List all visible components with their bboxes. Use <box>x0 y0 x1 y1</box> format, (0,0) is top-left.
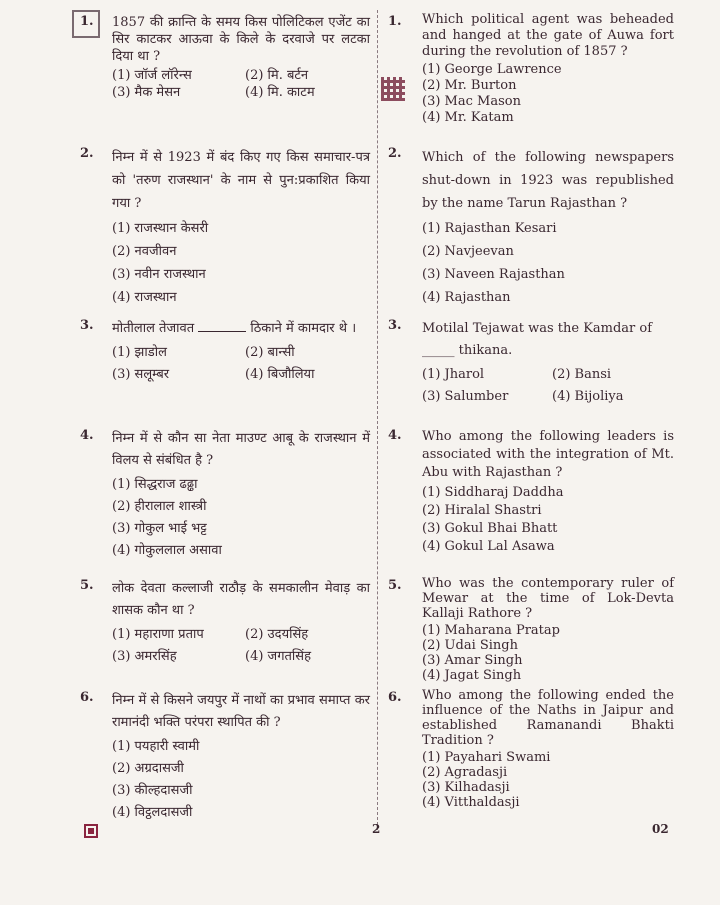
question-1-stem-hi: 1857 की क्रान्ति के समय किस पोलिटिकल एजेंट का सिर काटकर आऊवा के किले के दरवाजे पर लटका दिया था ? <box>112 15 370 64</box>
question-5-number-hi: 5. <box>80 578 94 593</box>
paper-code: 02 <box>652 822 669 836</box>
question-1-hindi <box>112 14 370 101</box>
option-2[interactable]: (2) मि. बर्टन <box>245 68 309 83</box>
option-2[interactable]: (2) अग्रदासजी <box>112 761 184 776</box>
question-6-number-en: 6. <box>388 690 402 705</box>
option-1[interactable]: (1) राजस्थान केसरी <box>112 221 209 236</box>
question-6-options-hi <box>112 736 370 824</box>
option-4[interactable]: (4) विट्ठलदासजी <box>112 805 193 820</box>
option-3[interactable]: (3) Gokul Bhai Bhatt <box>422 521 558 536</box>
question-6-stem-hi: निम्न में से किसने जयपुर में नाथों का प्रभाव समाप्त कर रामानंदी भक्ति परंपरा स्थापित की ? <box>112 693 370 730</box>
question-5-number-en: 5. <box>388 578 402 593</box>
option-1[interactable]: (1) Payahari Swami <box>422 750 551 765</box>
option-2[interactable]: (2) Mr. Burton <box>422 78 517 93</box>
qr-code-icon <box>381 77 405 101</box>
question-1-number-hi: 1. <box>80 14 94 29</box>
question-5-options-en <box>422 623 674 683</box>
question-4-number-en: 4. <box>388 428 402 443</box>
option-2[interactable]: (2) Udai Singh <box>422 638 518 653</box>
question-3-stem-en <box>422 318 674 362</box>
option-1[interactable]: (1) Rajasthan Kesari <box>422 221 557 236</box>
question-4-options-en <box>422 484 674 556</box>
question-2-options-en <box>422 217 674 309</box>
question-6-options-en <box>422 750 674 810</box>
option-1[interactable]: (1) झाडोल <box>112 345 167 360</box>
question-3-stem-en-part-b: _____ thikana. <box>422 343 513 358</box>
option-3[interactable]: (3) नवीन राजस्थान <box>112 267 206 282</box>
option-1[interactable]: (1) Siddharaj Daddha <box>422 485 564 500</box>
option-4[interactable]: (4) राजस्थान <box>112 290 177 305</box>
option-4[interactable]: (4) Gokul Lal Asawa <box>422 539 555 554</box>
question-1-options-hi <box>112 67 370 101</box>
page-number: 2 <box>372 822 381 836</box>
option-4[interactable]: (4) Bijoliya <box>552 389 624 404</box>
column-divider <box>377 10 378 830</box>
question-4-stem-hi: निम्न में से कौन सा नेता माउण्ट आबू के राजस्थान में विलय से संबंधित है ? <box>112 431 370 468</box>
option-4[interactable]: (4) जगतसिंह <box>245 649 311 664</box>
question-4-stem-en: Who among the following leaders is associated with the integration of Mt. Abu with Rajasthan ? <box>422 429 674 480</box>
question-3-options-hi <box>112 342 370 386</box>
question-3-hindi <box>112 318 370 386</box>
option-3[interactable]: (3) Kilhadasji <box>422 780 510 795</box>
option-4[interactable]: (4) Vitthaldasji <box>422 795 520 810</box>
option-3[interactable]: (3) मैक मेसन <box>112 85 181 100</box>
question-5-options-hi <box>112 624 370 668</box>
option-3[interactable]: (3) Mac Mason <box>422 94 521 109</box>
question-1-options-en <box>422 62 674 126</box>
option-2[interactable]: (2) बान्सी <box>245 345 295 360</box>
question-5-stem-en: Who was the contemporary ruler of Mewar at the time of Lok-Devta Kallaji Rathore ? <box>422 576 674 621</box>
option-1[interactable]: (1) George Lawrence <box>422 62 562 77</box>
option-1[interactable]: (1) Maharana Pratap <box>422 623 560 638</box>
question-3-stem-hi-part-b: ठिकाने में कामदार थे । <box>250 321 357 336</box>
blank-line <box>198 331 246 332</box>
option-4[interactable]: (4) गोकुललाल असावा <box>112 543 222 558</box>
option-3[interactable]: (3) कील्हदासजी <box>112 783 193 798</box>
question-1-number-en: 1. <box>388 14 402 29</box>
question-6-english <box>422 688 674 810</box>
question-5-stem-hi: लोक देवता कल्लाजी राठौड़ के समकालीन मेवाड़ का शासक कौन था ? <box>112 581 370 618</box>
question-5-english <box>422 576 674 683</box>
question-4-english <box>422 428 674 556</box>
option-2[interactable]: (2) Agradasji <box>422 765 508 780</box>
option-3[interactable]: (3) Salumber <box>422 389 509 404</box>
option-2[interactable]: (2) उदयसिंह <box>245 627 309 642</box>
question-3-number-en: 3. <box>388 318 402 333</box>
question-6-stem-en: Who among the following ended the influence of the Naths in Jaipur and established Ramanandi Bhakti Tradition ? <box>422 688 674 748</box>
question-3-options-en <box>422 364 674 408</box>
option-2[interactable]: (2) Navjeevan <box>422 244 514 259</box>
question-4-number-hi: 4. <box>80 428 94 443</box>
option-3[interactable]: (3) सलूम्बर <box>112 367 170 382</box>
question-1-stem-en: Which political agent was beheaded and hanged at the gate of Auwa fort during the revolution of 1857 ? <box>422 12 674 59</box>
question-2-number-en: 2. <box>388 146 402 161</box>
question-2-english <box>422 146 674 309</box>
option-3[interactable]: (3) Naveen Rajasthan <box>422 267 565 282</box>
option-1[interactable]: (1) पयहारी स्वामी <box>112 739 200 754</box>
option-4[interactable]: (4) बिजौलिया <box>245 367 315 382</box>
question-2-hindi <box>112 146 370 309</box>
question-2-stem-hi: निम्न में से 1923 में बंद किए गए किस समाचार-पत्र को 'तरुण राजस्थान' के नाम से पुन:प्रकाशित किया गया ? <box>112 150 370 211</box>
question-3-stem-en-part-a: Motilal Tejawat was the Kamdar of <box>422 321 653 336</box>
option-4[interactable]: (4) Rajasthan <box>422 290 511 305</box>
question-6-hindi <box>112 690 370 824</box>
question-3-number-hi: 3. <box>80 318 94 333</box>
question-2-stem-en: Which of the following newspapers shut-down in 1923 was republished by the name Tarun Rajasthan ? <box>422 150 674 211</box>
question-3-stem-hi-part-a: मोतीलाल तेजावत <box>112 321 195 336</box>
question-5-hindi <box>112 578 370 668</box>
option-2[interactable]: (2) नवजीवन <box>112 244 177 259</box>
question-1-english <box>422 12 674 126</box>
question-6-number-hi: 6. <box>80 690 94 705</box>
option-4[interactable]: (4) Mr. Katam <box>422 110 514 125</box>
option-3[interactable]: (3) अमरसिंह <box>112 649 177 664</box>
option-4[interactable]: (4) मि. काटम <box>245 85 315 100</box>
question-3-english <box>422 318 674 408</box>
option-1[interactable]: (1) सिद्धराज ढढ्ढा <box>112 477 198 492</box>
option-1[interactable]: (1) जॉर्ज लॉरेन्स <box>112 68 192 83</box>
option-2[interactable]: (2) Bansi <box>552 367 612 382</box>
square-marker-icon <box>84 824 98 838</box>
option-1[interactable]: (1) महाराणा प्रताप <box>112 627 204 642</box>
question-2-options-hi <box>112 217 370 309</box>
question-3-stem-hi <box>112 318 370 340</box>
option-3[interactable]: (3) Amar Singh <box>422 653 523 668</box>
option-3[interactable]: (3) गोकुल भाई भट्ट <box>112 521 207 536</box>
question-2-number-hi: 2. <box>80 146 94 161</box>
question-4-options-hi <box>112 474 370 562</box>
option-4[interactable]: (4) Jagat Singh <box>422 668 522 683</box>
option-2[interactable]: (2) Hiralal Shastri <box>422 503 542 518</box>
option-1[interactable]: (1) Jharol <box>422 367 485 382</box>
option-2[interactable]: (2) हीरालाल शास्त्री <box>112 499 207 514</box>
question-4-hindi <box>112 428 370 562</box>
